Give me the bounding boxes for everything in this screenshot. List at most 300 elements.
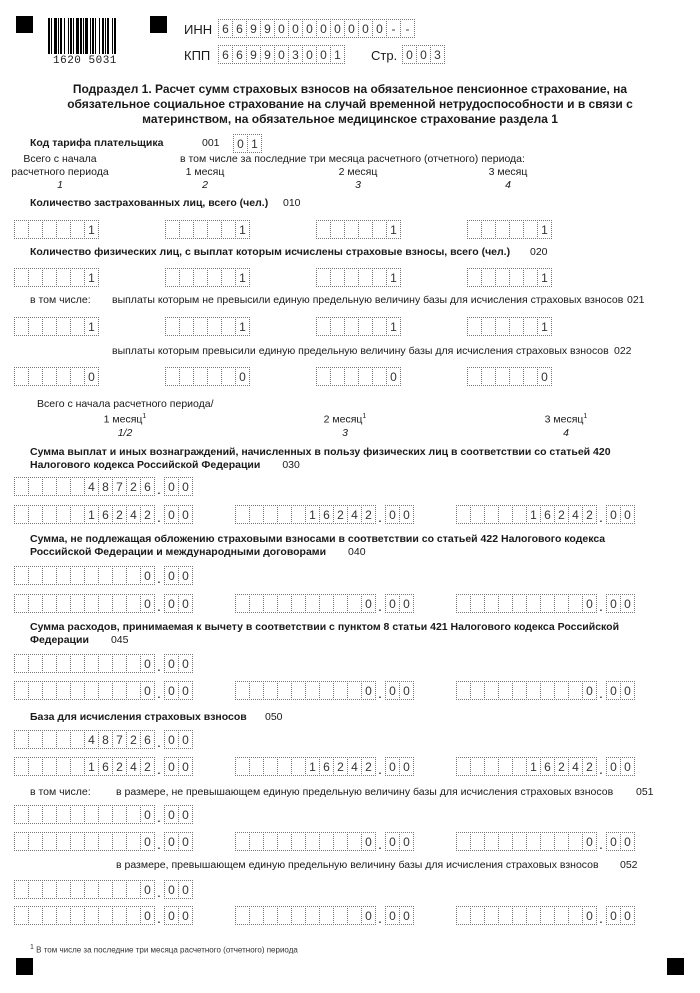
form-cell: 0 xyxy=(620,757,635,776)
form-cell: 6 xyxy=(98,757,113,776)
form-cell xyxy=(56,906,71,925)
form-cell xyxy=(193,268,208,287)
form-cell: 1 xyxy=(84,268,99,287)
form-cell xyxy=(456,681,471,700)
form-cell xyxy=(498,906,513,925)
line-050-month2 xyxy=(235,757,413,776)
tariff-label: Код тарифа плательщика xyxy=(30,137,164,149)
form-cell xyxy=(70,757,85,776)
form-cell xyxy=(126,681,141,700)
line-045-code: 045 xyxy=(110,634,129,646)
form-cell xyxy=(484,505,499,524)
form-cell xyxy=(56,220,71,239)
form-cell: 2 xyxy=(582,757,597,776)
form-cell xyxy=(319,906,334,925)
form-cell xyxy=(540,681,555,700)
line-030-code: 030 xyxy=(282,459,300,471)
form-cell xyxy=(70,730,85,749)
line-010-month1 xyxy=(165,220,249,239)
form-cell: - xyxy=(386,19,401,38)
form-cell: 9 xyxy=(260,45,275,64)
form-cell xyxy=(207,220,222,239)
form-cell xyxy=(14,805,29,824)
line-022-total xyxy=(14,367,98,386)
form-cell xyxy=(263,681,278,700)
form-cell: 0 xyxy=(399,594,414,613)
form-cell xyxy=(484,757,499,776)
form-cell: 6 xyxy=(232,19,247,38)
decimal-point: . xyxy=(157,910,161,926)
form-cell xyxy=(372,367,387,386)
form-cell: 8 xyxy=(98,477,113,496)
form-cell xyxy=(56,730,71,749)
line-021-label: выплаты которым не превысили единую предельную величину базы для исчисления страховых взносов xyxy=(112,294,624,306)
form-cell xyxy=(42,654,57,673)
decimal-point: . xyxy=(599,761,603,777)
form-cell xyxy=(509,220,524,239)
form-cell: 9 xyxy=(246,45,261,64)
form-cell xyxy=(467,367,482,386)
form-cell xyxy=(28,566,43,585)
form-cell: 0 xyxy=(164,477,179,496)
form-cell: 1 xyxy=(84,757,99,776)
form-cell: 2 xyxy=(554,757,569,776)
period-month3-label: 3 месяц 4 xyxy=(488,166,528,191)
corner-marker-bottom-right xyxy=(667,958,684,975)
form-cell xyxy=(512,681,527,700)
form-cell: 0 xyxy=(164,880,179,899)
form-cell: 0 xyxy=(164,757,179,776)
form-cell xyxy=(70,317,85,336)
kpp-field xyxy=(218,45,344,64)
form-cell xyxy=(277,505,292,524)
period2-month1-label: 1 месяц$^1$ 1/2 xyxy=(103,413,147,439)
form-cell xyxy=(554,681,569,700)
form-cell: 0 xyxy=(178,681,193,700)
form-cell xyxy=(84,654,99,673)
form-cell xyxy=(512,505,527,524)
decimal-point: . xyxy=(157,836,161,852)
line-051-month2 xyxy=(235,832,413,851)
form-cell xyxy=(372,220,387,239)
form-cell xyxy=(372,317,387,336)
form-cell: 0 xyxy=(402,45,417,64)
form-cell: 0 xyxy=(358,19,373,38)
form-cell xyxy=(249,906,264,925)
form-cell: 6 xyxy=(232,45,247,64)
line-030-label: Сумма выплат и иных вознаграждений, начисленных в пользу физических лиц в соответствии со статьей 420 Налогового кодекса Российской Федерации 030 xyxy=(30,446,611,471)
form-cell xyxy=(28,268,43,287)
form-cell xyxy=(70,654,85,673)
form-cell xyxy=(319,594,334,613)
form-cell: 1 xyxy=(537,317,552,336)
form-cell: 0 xyxy=(385,906,400,925)
form-cell xyxy=(305,681,320,700)
line-020-label: Количество физических лиц, с выплат которым исчислены страховые взносы, всего (чел.) xyxy=(30,246,511,258)
form-cell xyxy=(249,505,264,524)
form-cell xyxy=(495,220,510,239)
form-cell xyxy=(568,832,583,851)
period2-total-label: Всего с начала расчетного периода/ xyxy=(37,398,214,410)
decimal-point: . xyxy=(157,734,161,750)
form-cell: 2 xyxy=(126,730,141,749)
form-cell xyxy=(28,477,43,496)
form-cell xyxy=(42,730,57,749)
form-cell xyxy=(56,832,71,851)
form-cell xyxy=(509,317,524,336)
form-cell xyxy=(291,757,306,776)
form-cell: 0 xyxy=(140,880,155,899)
form-cell xyxy=(56,268,71,287)
form-cell xyxy=(56,880,71,899)
form-cell xyxy=(193,317,208,336)
form-cell: 0 xyxy=(385,594,400,613)
form-cell xyxy=(263,832,278,851)
form-cell xyxy=(526,681,541,700)
form-cell: 0 xyxy=(164,505,179,524)
form-cell xyxy=(523,268,538,287)
decimal-point: . xyxy=(157,884,161,900)
form-cell xyxy=(358,268,373,287)
form-cell xyxy=(554,906,569,925)
form-cell xyxy=(14,317,29,336)
form-cell xyxy=(333,681,348,700)
form-cell xyxy=(526,832,541,851)
form-cell: 0 xyxy=(164,681,179,700)
form-cell xyxy=(263,594,278,613)
form-cell xyxy=(126,654,141,673)
form-cell xyxy=(481,268,496,287)
form-cell: 2 xyxy=(112,505,127,524)
period-intro-label: в том числе за последние три месяца расчетного (отчетного) периода: xyxy=(180,153,525,165)
form-cell: 0 xyxy=(344,19,359,38)
form-cell xyxy=(235,906,250,925)
form-cell xyxy=(484,681,499,700)
form-cell xyxy=(28,805,43,824)
form-cell: 0 xyxy=(140,805,155,824)
line-022-month1 xyxy=(165,367,249,386)
form-cell xyxy=(495,317,510,336)
form-cell xyxy=(42,566,57,585)
form-cell: 2 xyxy=(361,505,376,524)
form-cell xyxy=(112,832,127,851)
line-040-month3 xyxy=(456,594,634,613)
form-cell: 7 xyxy=(112,730,127,749)
form-cell xyxy=(319,832,334,851)
form-cell xyxy=(277,906,292,925)
period2-month2-label: 2 месяц$^1$ 3 xyxy=(323,413,367,439)
form-cell xyxy=(221,268,236,287)
form-cell xyxy=(330,220,345,239)
form-cell xyxy=(344,367,359,386)
form-cell: 6 xyxy=(140,730,155,749)
corner-marker-top-left xyxy=(16,16,33,33)
form-cell: 0 xyxy=(606,832,621,851)
form-cell xyxy=(126,805,141,824)
form-cell xyxy=(523,367,538,386)
form-cell xyxy=(498,832,513,851)
form-cell xyxy=(165,268,180,287)
form-cell: 6 xyxy=(319,505,334,524)
form-cell xyxy=(263,757,278,776)
form-cell: 1 xyxy=(526,505,541,524)
form-cell xyxy=(28,880,43,899)
line-010-total xyxy=(14,220,98,239)
form-cell xyxy=(14,654,29,673)
form-cell xyxy=(42,505,57,524)
form-cell: 3 xyxy=(288,45,303,64)
tariff-code: 001 xyxy=(202,137,220,149)
decimal-point: . xyxy=(599,509,603,525)
form-cell xyxy=(263,505,278,524)
tariff-field xyxy=(233,134,261,153)
form-cell xyxy=(56,805,71,824)
form-cell xyxy=(112,906,127,925)
form-cell xyxy=(456,757,471,776)
form-cell: 0 xyxy=(164,654,179,673)
form-cell xyxy=(112,805,127,824)
form-cell xyxy=(179,268,194,287)
form-cell xyxy=(333,906,348,925)
form-cell xyxy=(523,220,538,239)
form-cell xyxy=(277,757,292,776)
barcode-bar xyxy=(116,18,118,54)
form-cell xyxy=(358,317,373,336)
form-cell: 1 xyxy=(247,134,262,153)
line-022-month3 xyxy=(467,367,551,386)
form-cell xyxy=(316,317,331,336)
decimal-point: . xyxy=(157,509,161,525)
form-cell xyxy=(70,477,85,496)
form-cell xyxy=(98,805,113,824)
form-cell: 4 xyxy=(568,757,583,776)
decimal-point: . xyxy=(157,761,161,777)
form-cell: 0 xyxy=(140,906,155,925)
form-cell: 0 xyxy=(361,681,376,700)
form-cell xyxy=(512,832,527,851)
line-045-month3 xyxy=(456,681,634,700)
form-cell xyxy=(470,757,485,776)
decimal-point: . xyxy=(378,761,382,777)
form-cell xyxy=(277,594,292,613)
form-cell xyxy=(540,906,555,925)
form-cell: 0 xyxy=(178,566,193,585)
form-cell xyxy=(98,566,113,585)
form-cell: 0 xyxy=(164,906,179,925)
form-cell: 2 xyxy=(361,757,376,776)
form-cell xyxy=(207,367,222,386)
form-cell: 0 xyxy=(302,45,317,64)
form-cell: 2 xyxy=(140,757,155,776)
form-cell: 0 xyxy=(361,594,376,613)
form-cell: 1 xyxy=(84,220,99,239)
form-cell: 0 xyxy=(178,730,193,749)
form-cell xyxy=(112,681,127,700)
form-cell xyxy=(14,505,29,524)
form-cell: 0 xyxy=(399,906,414,925)
line-051-prefix: в том числе: xyxy=(30,786,91,798)
form-cell xyxy=(70,505,85,524)
form-cell: 0 xyxy=(399,757,414,776)
form-cell: 2 xyxy=(333,505,348,524)
form-cell xyxy=(347,594,362,613)
form-cell: 6 xyxy=(540,505,555,524)
form-cell xyxy=(305,594,320,613)
form-cell: 2 xyxy=(126,477,141,496)
form-cell xyxy=(526,906,541,925)
form-cell: 0 xyxy=(386,367,401,386)
title-line-3: материнством, на обязательное медицинское страхование раздела 1 xyxy=(142,112,558,126)
form-cell: 1 xyxy=(305,757,320,776)
form-cell xyxy=(56,654,71,673)
decimal-point: . xyxy=(157,481,161,497)
form-cell xyxy=(112,880,127,899)
form-cell xyxy=(14,566,29,585)
form-cell xyxy=(512,594,527,613)
line-010-code: 010 xyxy=(283,197,301,209)
decimal-point: . xyxy=(599,910,603,926)
form-cell xyxy=(333,832,348,851)
form-cell: - xyxy=(400,19,415,38)
form-cell xyxy=(28,594,43,613)
line-050-month3 xyxy=(456,757,634,776)
form-cell: 0 xyxy=(620,505,635,524)
form-cell xyxy=(277,832,292,851)
form-cell xyxy=(495,367,510,386)
form-cell: 0 xyxy=(620,832,635,851)
form-cell xyxy=(42,832,57,851)
form-cell: 0 xyxy=(274,19,289,38)
form-cell xyxy=(14,367,29,386)
form-cell: 0 xyxy=(235,367,250,386)
form-cell xyxy=(70,681,85,700)
form-cell: 6 xyxy=(319,757,334,776)
form-cell xyxy=(249,832,264,851)
form-cell: 0 xyxy=(178,505,193,524)
form-cell: 0 xyxy=(233,134,248,153)
form-cell xyxy=(28,757,43,776)
form-cell xyxy=(319,681,334,700)
decimal-point: . xyxy=(157,570,161,586)
line-021-month1 xyxy=(165,317,249,336)
form-cell xyxy=(291,594,306,613)
form-cell xyxy=(42,880,57,899)
form-cell xyxy=(56,681,71,700)
form-cell xyxy=(42,367,57,386)
form-cell xyxy=(193,220,208,239)
line-010-month2 xyxy=(316,220,400,239)
form-cell xyxy=(481,367,496,386)
form-cell: 2 xyxy=(140,505,155,524)
form-cell xyxy=(347,832,362,851)
form-cell: 0 xyxy=(361,906,376,925)
line-022-code: 022 xyxy=(614,345,632,357)
form-cell xyxy=(498,757,513,776)
form-cell xyxy=(70,832,85,851)
line-022-month2 xyxy=(316,367,400,386)
line-030-month1 xyxy=(14,505,192,524)
form-cell xyxy=(84,906,99,925)
title-line-2: обязательное социальное страхование на случай временной нетрудоспособности и в связи с xyxy=(67,97,633,111)
form-cell xyxy=(484,594,499,613)
form-cell xyxy=(84,681,99,700)
form-cell: 0 xyxy=(399,505,414,524)
form-cell: 0 xyxy=(606,757,621,776)
form-cell xyxy=(98,880,113,899)
form-cell: 0 xyxy=(582,681,597,700)
form-cell xyxy=(470,906,485,925)
line-052-label: в размере, превышающем единую предельную величину базы для исчисления страховых взносов xyxy=(116,859,599,871)
decimal-point: . xyxy=(378,836,382,852)
form-cell xyxy=(28,367,43,386)
form-cell: 0 xyxy=(606,594,621,613)
form-cell xyxy=(42,906,57,925)
form-cell xyxy=(467,220,482,239)
form-cell xyxy=(235,594,250,613)
inn-field xyxy=(218,19,414,38)
decimal-point: . xyxy=(378,509,382,525)
line-021-prefix: в том числе: xyxy=(30,294,91,306)
line-040-label: Сумма, не подлежащая обложению страховыми взносами в соответствии со статьей 422 Налогового кодекса Российской Федерации и международными договорами 040 xyxy=(30,533,606,558)
form-cell xyxy=(277,681,292,700)
form-cell: 4 xyxy=(84,477,99,496)
period2-month3-label: 3 месяц$^1$ 4 xyxy=(544,413,588,439)
line-051-code: 051 xyxy=(636,786,654,798)
form-cell xyxy=(568,594,583,613)
form-cell: 0 xyxy=(140,832,155,851)
form-cell: 0 xyxy=(385,681,400,700)
line-040-month2 xyxy=(235,594,413,613)
barcode xyxy=(48,18,133,54)
decimal-point: . xyxy=(378,598,382,614)
form-cell xyxy=(568,681,583,700)
line-020-total xyxy=(14,268,98,287)
form-cell xyxy=(554,832,569,851)
form-cell: 0 xyxy=(140,594,155,613)
form-cell xyxy=(98,681,113,700)
form-cell xyxy=(126,594,141,613)
form-cell xyxy=(509,268,524,287)
form-cell: 4 xyxy=(568,505,583,524)
form-cell xyxy=(221,317,236,336)
line-020-month2 xyxy=(316,268,400,287)
form-cell: 0 xyxy=(582,594,597,613)
form-cell xyxy=(112,566,127,585)
form-cell xyxy=(98,654,113,673)
line-045-label: Сумма расходов, принимаемая к вычету в соответствии с пунктом 8 статьи 421 Налогового кодекса Российской Федерации 045 xyxy=(30,621,620,646)
form-cell xyxy=(112,594,127,613)
form-cell xyxy=(28,505,43,524)
form-cell xyxy=(28,906,43,925)
form-cell: 0 xyxy=(140,681,155,700)
line-020-month1 xyxy=(165,268,249,287)
form-cell xyxy=(470,832,485,851)
form-cell: 9 xyxy=(246,19,261,38)
form-cell: 0 xyxy=(620,681,635,700)
line-020-code: 020 xyxy=(530,246,548,258)
kpp-label: КПП xyxy=(184,48,211,63)
form-cell: 2 xyxy=(333,757,348,776)
line-030-month3 xyxy=(456,505,634,524)
form-cell xyxy=(42,268,57,287)
form-cell: 0 xyxy=(140,566,155,585)
form-cell: 6 xyxy=(218,19,233,38)
form-cell xyxy=(14,880,29,899)
form-cell xyxy=(554,594,569,613)
decimal-point: . xyxy=(378,910,382,926)
line-050-label: База для исчисления страховых взносов xyxy=(30,711,247,723)
form-cell: 0 xyxy=(178,594,193,613)
